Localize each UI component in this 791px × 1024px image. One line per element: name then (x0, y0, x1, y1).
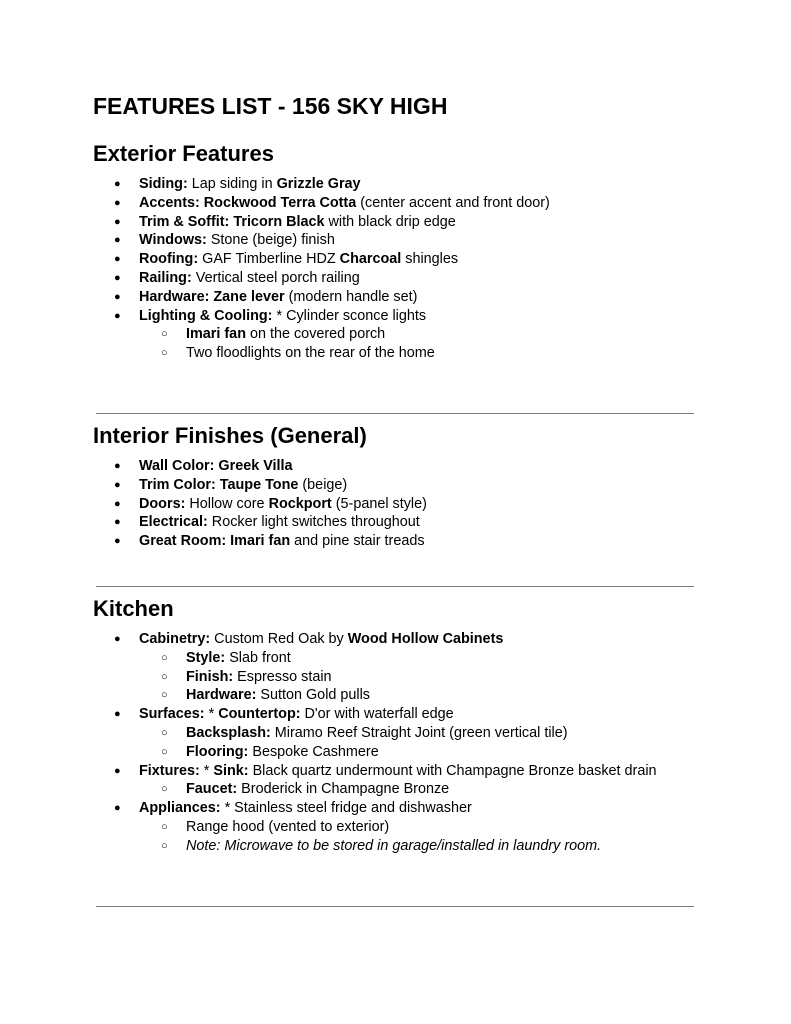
section-heading-exterior: Exterior Features (93, 141, 274, 166)
interior-section (93, 422, 713, 551)
sub-list-item: ○ Style: Slab front (93, 649, 713, 668)
list-item: ● Appliances: * Stainless steel fridge and dishwasher (93, 799, 713, 818)
section-heading-kitchen: Kitchen (93, 596, 174, 621)
sub-list-item: ○ Imari fan on the covered porch (93, 325, 713, 344)
kitchen-list (93, 630, 713, 856)
list-item: ● Cabinetry: Custom Red Oak by Wood Hollow Cabinets (93, 630, 713, 649)
list-item: ● Wall Color: Greek Villa (93, 457, 713, 476)
sub-list-item: ○ Range hood (vented to exterior) (93, 818, 713, 837)
exterior-list (93, 175, 713, 363)
sub-list-item: ○ Finish: Espresso stain (93, 668, 713, 687)
interior-list (93, 457, 713, 551)
sub-list-item: ○ Hardware: Sutton Gold pulls (93, 686, 713, 705)
list-item: ● Siding: Lap siding in Grizzle Gray (93, 175, 713, 194)
list-item: ● Hardware: Zane lever (modern handle set) (93, 288, 713, 307)
sub-list-item: ○ Backsplash: Miramo Reef Straight Joint (green vertical tile) (93, 724, 713, 743)
list-item: ● Trim & Soffit: Tricorn Black with black drip edge (93, 213, 713, 232)
list-item: ● Accents: Rockwood Terra Cotta (center accent and front door) (93, 194, 713, 213)
kitchen-section (93, 595, 713, 856)
sub-list-item: ○ Faucet: Broderick in Champagne Bronze (93, 780, 713, 799)
horizontal-rule (96, 413, 694, 414)
list-item: ● Trim Color: Taupe Tone (beige) (93, 476, 713, 495)
exterior-section (93, 140, 713, 363)
list-item: ● Windows: Stone (beige) finish (93, 231, 713, 250)
sub-list-item: ○ Flooring: Bespoke Cashmere (93, 743, 713, 762)
list-item: ● Surfaces: * Countertop: D'or with waterfall edge (93, 705, 713, 724)
document-title: FEATURES LIST - 156 SKY HIGH (93, 93, 448, 119)
list-item: ● Railing: Vertical steel porch railing (93, 269, 713, 288)
horizontal-rule (96, 906, 694, 907)
list-item: ● Fixtures: * Sink: Black quartz undermount with Champagne Bronze basket drain (93, 762, 713, 781)
horizontal-rule (96, 586, 694, 587)
sub-list-item: ○ Note: Microwave to be stored in garage/installed in laundry room. (93, 837, 713, 856)
sub-list-item: ○ Two floodlights on the rear of the home (93, 344, 713, 363)
list-item: ● Great Room: Imari fan and pine stair treads (93, 532, 713, 551)
section-heading-interior: Interior Finishes (General) (93, 423, 367, 448)
list-item: ● Doors: Hollow core Rockport (5-panel style) (93, 495, 713, 514)
list-item: ● Roofing: GAF Timberline HDZ Charcoal shingles (93, 250, 713, 269)
list-item: ● Lighting & Cooling: * Cylinder sconce lights (93, 307, 713, 326)
list-item: ● Electrical: Rocker light switches throughout (93, 513, 713, 532)
